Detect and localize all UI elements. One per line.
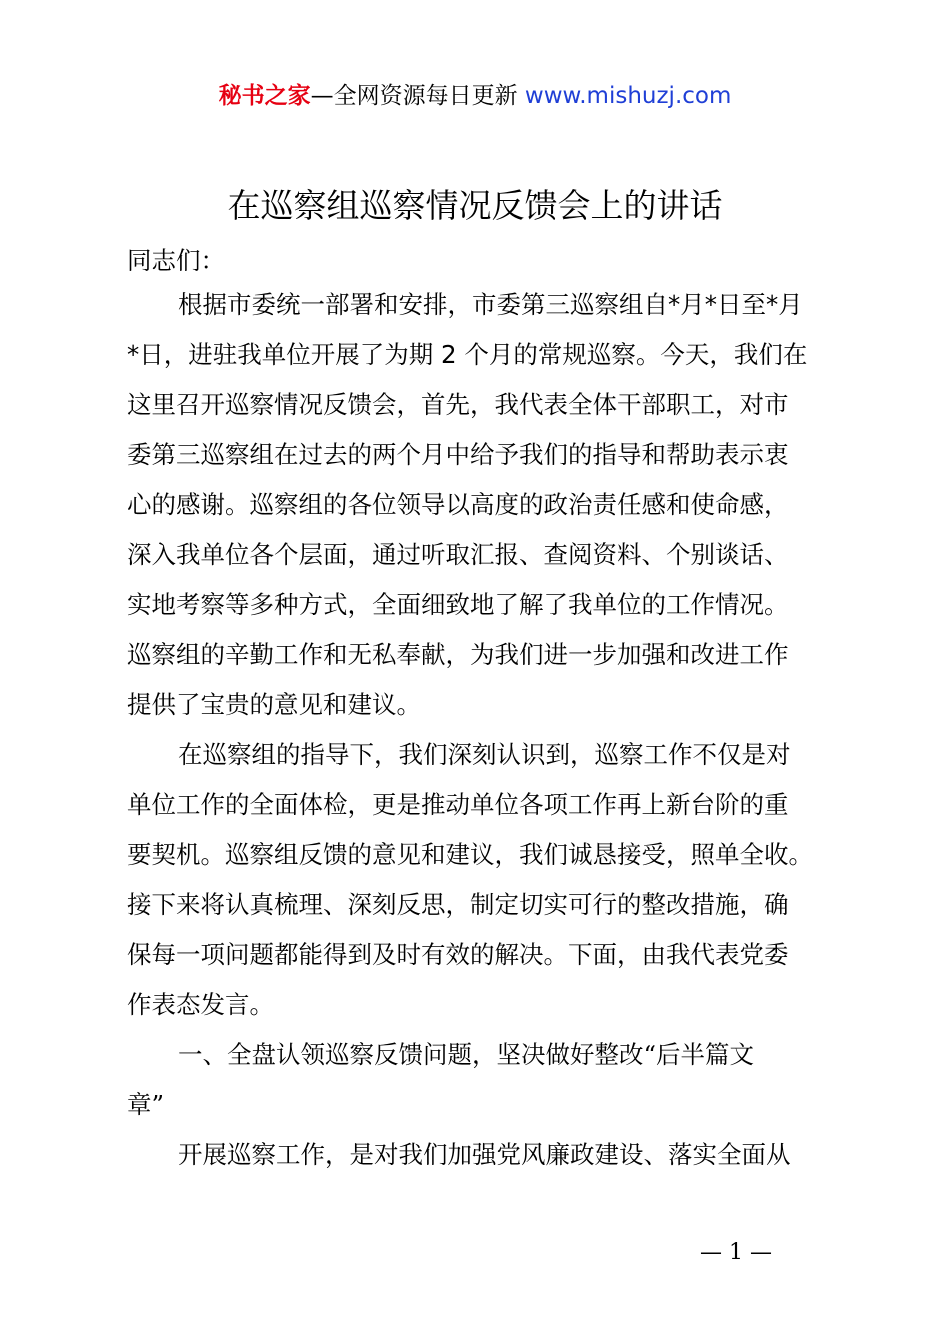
paragraph-2-line-4: 接下来将认真梳理、深刻反思，制定切实可行的整改措施，确 <box>127 890 789 919</box>
section-heading-line-1: 一、全盘认领巡察反馈问题，坚决做好整改“后半篇文 <box>178 1040 755 1069</box>
paragraph-1-line-4: 委第三巡察组在过去的两个月中给予我们的指导和帮助表示衷 <box>127 440 789 469</box>
paragraph-1-line-9: 提供了宝贵的意见和建议。 <box>127 690 421 719</box>
salutation: 同志们： <box>127 246 225 275</box>
paragraph-1-line-5: 心的感谢。巡察组的各位领导以高度的政治责任感和使命感， <box>127 490 789 519</box>
section-heading-line-2: 章” <box>127 1090 165 1119</box>
paragraph-1-line-7: 实地考察等多种方式，全面细致地了解了我单位的工作情况。 <box>127 590 789 619</box>
paragraph-1-line-8: 巡察组的辛勤工作和无私奉献，为我们进一步加强和改进工作 <box>127 640 789 669</box>
site-header <box>0 80 950 112</box>
document-title: 在巡察组巡察情况反馈会上的讲话 <box>227 186 723 225</box>
page-number: — 1 — <box>700 1240 772 1265</box>
site-url-link[interactable]: www.mishuzj.com <box>524 83 732 109</box>
paragraph-1-line-3: 这里召开巡察情况反馈会，首先，我代表全体干部职工，对市 <box>127 390 789 419</box>
paragraph-1-line-2: *日，进驻我单位开展了为期 2 个月的常规巡察。今天，我们在 <box>127 340 808 369</box>
brand-name: 秘书之家 <box>218 83 311 109</box>
brand-tagline: —全网资源每日更新 <box>310 83 518 109</box>
paragraph-3-line-1: 开展巡察工作，是对我们加强党风廉政建设、落实全面从 <box>178 1140 791 1169</box>
paragraph-2-line-6: 作表态发言。 <box>127 990 274 1019</box>
paragraph-1-line-1: 根据市委统一部署和安排，市委第三巡察组自*月*日至*月 <box>178 290 803 319</box>
paragraph-2-line-3: 要契机。巡察组反馈的意见和建议，我们诚恳接受，照单全收。 <box>127 840 813 869</box>
paragraph-2-line-5: 保每一项问题都能得到及时有效的解决。下面，由我代表党委 <box>127 940 789 969</box>
paragraph-1-line-6: 深入我单位各个层面，通过听取汇报、查阅资料、个别谈话、 <box>127 540 789 569</box>
paragraph-2-line-1: 在巡察组的指导下，我们深刻认识到，巡察工作不仅是对 <box>178 740 791 769</box>
paragraph-2-line-2: 单位工作的全面体检，更是推动单位各项工作再上新台阶的重 <box>127 790 789 819</box>
